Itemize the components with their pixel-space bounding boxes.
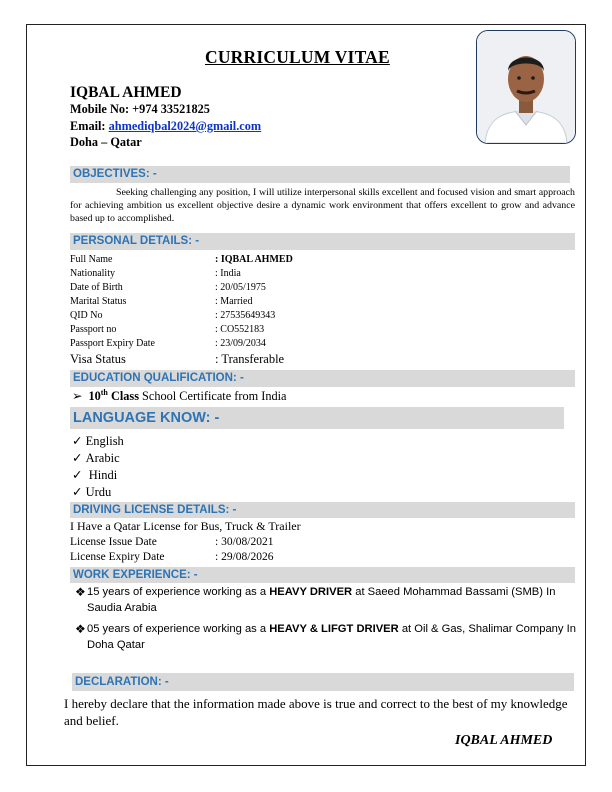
- class-label: Class: [107, 389, 139, 404]
- check-icon: ✓: [72, 485, 83, 499]
- diamond-bullet-icon: ❖: [75, 622, 86, 636]
- objectives-band: [70, 166, 570, 183]
- language-item: [72, 468, 117, 482]
- row-key: Visa Status: [70, 352, 126, 366]
- row-value: : 27535649343: [215, 310, 276, 321]
- row-key: Full Name: [70, 254, 113, 265]
- education-text: School Certificate from India: [138, 389, 287, 404]
- work-company: at Saeed Mohammad Bassami (SMB) In Saudia Arabia: [87, 586, 556, 614]
- language-item: [72, 434, 124, 448]
- work-role: HEAVY DRIVER: [269, 586, 353, 598]
- mobile-line: [70, 102, 210, 117]
- row-value: : IQBAL AHMED: [215, 254, 293, 265]
- work-company: at Oil & Gas, Shalimar Company In Doha Qatar: [87, 623, 576, 651]
- language-heading: LANGUAGE KNOW: -: [73, 410, 220, 426]
- email-link[interactable]: ahmediqbal2024@gmail.com: [108, 119, 262, 133]
- portrait-image: [477, 31, 575, 143]
- email-line: [70, 119, 261, 134]
- row-value: : CO552183: [215, 324, 265, 335]
- row-key: License Issue Date: [70, 536, 157, 548]
- language-item: [72, 485, 111, 499]
- language-name: Arabic: [85, 451, 120, 465]
- location: Doha – Qatar: [70, 135, 142, 149]
- mobile-number: +974 33521825: [132, 102, 210, 116]
- document-title: CURRICULUM VITAE: [205, 47, 390, 67]
- arrow-bullet-icon: ➢: [72, 389, 83, 404]
- row-value: : 23/09/2034: [215, 338, 266, 349]
- language-band: [70, 407, 564, 429]
- row-key: License Expiry Date: [70, 551, 165, 563]
- check-icon: ✓: [72, 451, 83, 465]
- mobile-label: Mobile No:: [70, 102, 133, 116]
- row-value: : 30/08/2021: [215, 536, 274, 548]
- driving-band: [70, 502, 575, 518]
- objectives-heading: OBJECTIVES: -: [73, 168, 157, 180]
- work-heading: WORK EXPERIENCE: -: [73, 569, 198, 581]
- work-band: [70, 567, 575, 583]
- language-name: Urdu: [85, 485, 112, 499]
- row-value: : 20/05/1975: [215, 282, 266, 293]
- row-key: Nationality: [70, 268, 115, 279]
- language-name: English: [85, 434, 124, 448]
- row-key: Passport no: [70, 324, 117, 335]
- language-name: Hindi: [85, 468, 118, 482]
- work-item: [87, 584, 577, 616]
- language-item: [72, 451, 120, 465]
- check-icon: ✓: [72, 434, 83, 448]
- row-value: : Transferable: [215, 352, 285, 366]
- work-role: HEAVY & LIFGT DRIVER: [269, 623, 399, 635]
- license-line: I Have a Qatar License for Bus, Truck & Trailer: [70, 519, 301, 533]
- cv-page: [26, 24, 586, 766]
- work-item: [87, 621, 577, 653]
- declaration-text: I hereby declare that the information made above is true and correct to the best of my knowledge and belief.: [64, 696, 568, 728]
- email-label: Email:: [70, 119, 109, 133]
- row-value: : India: [215, 268, 241, 279]
- education-band: [70, 370, 575, 387]
- row-value: : 29/08/2026: [215, 551, 274, 563]
- row-key: Passport Expiry Date: [70, 338, 155, 349]
- class-suffix: th: [100, 388, 108, 397]
- work-text: 15 years of experience working as a: [87, 586, 270, 598]
- driving-heading: DRIVING LICENSE DETAILS: -: [73, 504, 237, 516]
- row-key: QID No: [70, 310, 103, 321]
- education-heading: EDUCATION QUALIFICATION: -: [73, 372, 244, 384]
- personal-heading: PERSONAL DETAILS: -: [73, 235, 200, 247]
- class-number: 10: [88, 389, 101, 404]
- candidate-name: IQBAL AHMED: [70, 84, 182, 101]
- objectives-text: Seeking challenging any position, I will utilize interpersonal skills excellent and focused vision and smart approach for achieving ambition us excellent objective desire a dynamic work environment that offers excellent to grow and advance based up to accomplished.: [70, 187, 575, 224]
- declaration-heading: DECLARATION: -: [75, 676, 169, 688]
- education-item: [72, 388, 287, 404]
- personal-band: [70, 233, 575, 250]
- row-key: Marital Status: [70, 296, 127, 307]
- check-icon: ✓: [72, 468, 83, 482]
- work-text: 05 years of experience working as a: [87, 623, 270, 635]
- row-value: : Married: [215, 296, 253, 307]
- declaration-band: [72, 673, 574, 691]
- signature-name: IQBAL AHMED: [455, 733, 553, 748]
- row-key: Date of Birth: [70, 282, 123, 293]
- profile-photo: [476, 30, 576, 144]
- diamond-bullet-icon: ❖: [75, 585, 86, 599]
